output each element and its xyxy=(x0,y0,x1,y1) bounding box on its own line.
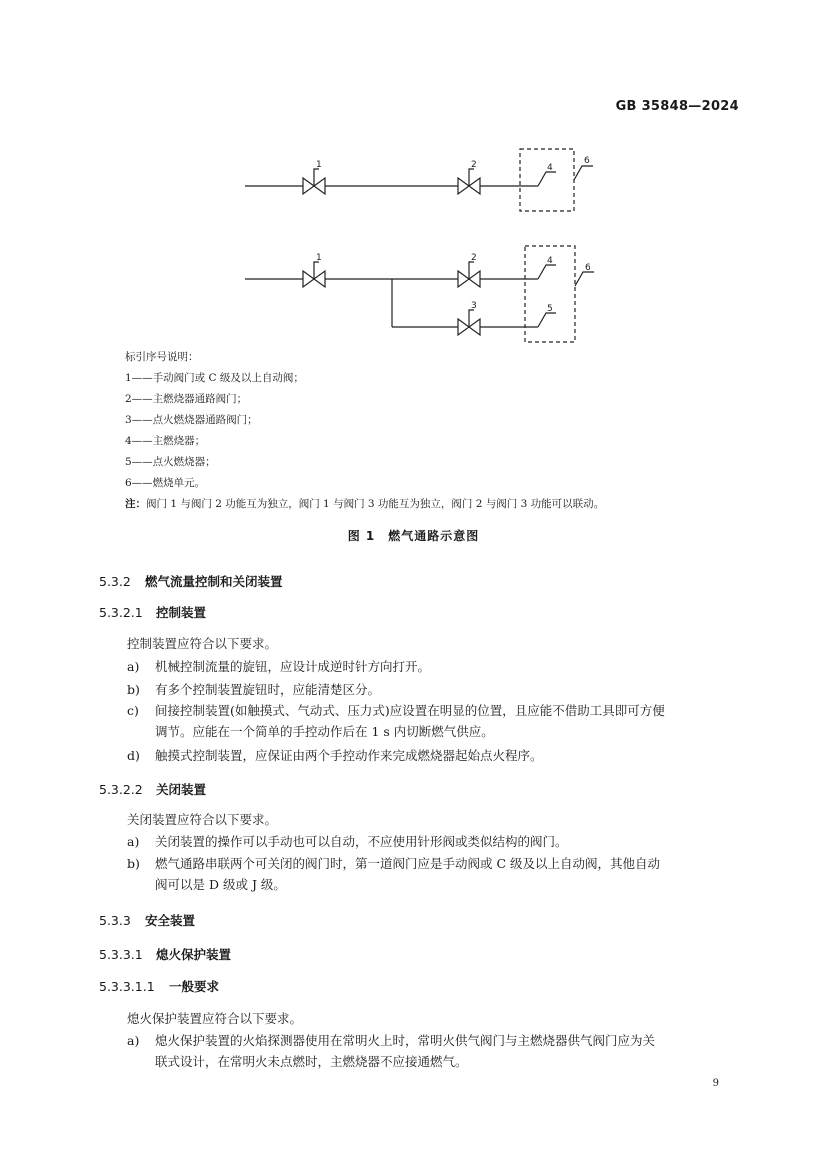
section-number: 5.3.3.1.1 xyxy=(99,979,155,994)
list-marker: b) xyxy=(127,682,140,697)
list-text: 燃气通路串联两个可关闭的阀门时，第一道阀门应是手动阀或 C 级及以上自动阀，其他自动 xyxy=(155,856,661,871)
label-2-top: 2 xyxy=(471,160,477,170)
list-text: 触摸式控制装置，应保证由两个手控动作来完成燃烧器起始点火程序。 xyxy=(155,748,543,763)
list-item xyxy=(127,745,747,766)
section-number: 5.3.3.1 xyxy=(99,947,143,962)
burner-unit-box-top xyxy=(520,149,574,211)
list-item xyxy=(127,853,747,895)
list-text: 有多个控制装置旋钮时，应能清楚区分。 xyxy=(155,682,381,697)
section-title: 安全装置 xyxy=(145,913,196,928)
list-marker: d) xyxy=(127,748,140,763)
section-heading xyxy=(99,911,195,929)
paragraph: 关闭装置应符合以下要求。 xyxy=(127,812,278,827)
section-title: 控制装置 xyxy=(156,605,207,620)
list-marker: a) xyxy=(127,1033,140,1048)
page-number: 9 xyxy=(712,1078,719,1089)
label-2-bottom: 2 xyxy=(471,253,477,263)
section-title: 关闭装置 xyxy=(156,782,207,797)
paragraph: 控制装置应符合以下要求。 xyxy=(127,636,278,651)
section-number: 5.3.2.1 xyxy=(99,605,143,620)
list-item xyxy=(127,656,747,677)
legend-title: 标引序号说明： xyxy=(125,351,199,363)
label-1-top: 1 xyxy=(316,160,322,170)
list-text: 机械控制流量的旋钮，应设计成逆时针方向打开。 xyxy=(155,659,431,674)
legend-item: 1——手动阀门或 C 级及以上自动阀； xyxy=(125,372,304,384)
figure-legend xyxy=(125,347,604,515)
legend-item: 3——点火燃烧器通路阀门； xyxy=(125,414,258,426)
section-number: 5.3.2 xyxy=(99,574,131,589)
legend-item: 5——点火燃烧器； xyxy=(125,456,216,468)
list-text: 熄火保护装置的火焰探测器使用在常明火上时，常明火供气阀门与主燃烧器供气阀门应为关 xyxy=(155,1033,656,1048)
legend-item: 6——燃烧单元。 xyxy=(125,477,206,489)
label-4-top: 4 xyxy=(547,163,553,173)
legend-item: 2——主燃烧器通路阀门； xyxy=(125,393,248,405)
standard-number: GB 35848—2024 xyxy=(615,99,739,114)
section-heading xyxy=(99,572,283,590)
list-item xyxy=(127,679,747,700)
figure-caption: 图 1 燃气通路示意图 xyxy=(347,529,480,543)
gas-path-diagram xyxy=(0,0,827,360)
list-marker: c) xyxy=(127,703,139,718)
section-heading xyxy=(99,945,231,963)
label-6-bottom: 6 xyxy=(585,263,591,273)
section-number: 5.3.3 xyxy=(99,913,131,928)
section-heading xyxy=(99,977,219,995)
section-number: 5.3.2.2 xyxy=(99,782,143,797)
section-heading xyxy=(99,780,206,798)
paragraph: 熄火保护装置应符合以下要求。 xyxy=(127,1011,303,1026)
note-label: 注： xyxy=(125,498,146,510)
figure-note xyxy=(125,494,604,515)
note-text: 阀门 1 与阀门 2 功能互为独立，阀门 1 与阀门 3 功能互为独立，阀门 2 与阀门 3 功能可以联动。 xyxy=(146,498,605,510)
section-heading xyxy=(99,603,206,621)
label-6-top: 6 xyxy=(584,156,590,166)
list-text: 间接控制装置(如触摸式、气动式、压力式)应设置在明显的位置，且应能不借助工具即可方便 xyxy=(155,703,665,718)
list-item xyxy=(127,700,747,742)
list-item xyxy=(127,831,747,852)
list-marker: b) xyxy=(127,856,140,871)
list-text: 阀可以是 D 级或 J 级。 xyxy=(155,877,286,892)
section-title: 一般要求 xyxy=(169,979,220,994)
list-marker: a) xyxy=(127,659,140,674)
list-item xyxy=(127,1030,747,1072)
label-4-bottom: 4 xyxy=(547,256,553,266)
list-marker: a) xyxy=(127,834,140,849)
section-title: 燃气流量控制和关闭装置 xyxy=(145,574,283,589)
label-1-bottom: 1 xyxy=(316,253,322,263)
section-title: 熄火保护装置 xyxy=(156,947,232,962)
label-3-bottom: 3 xyxy=(471,301,477,311)
legend-item: 4——主燃烧器； xyxy=(125,435,206,447)
list-text: 调节。应能在一个简单的手控动作后在 1 s 内切断燃气供应。 xyxy=(155,724,494,739)
list-text: 联式设计，在常明火未点燃时，主燃烧器不应接通燃气。 xyxy=(155,1054,468,1069)
list-text: 关闭装置的操作可以手动也可以自动，不应使用针形阀或类似结构的阀门。 xyxy=(155,834,568,849)
label-5-bottom: 5 xyxy=(547,304,553,314)
